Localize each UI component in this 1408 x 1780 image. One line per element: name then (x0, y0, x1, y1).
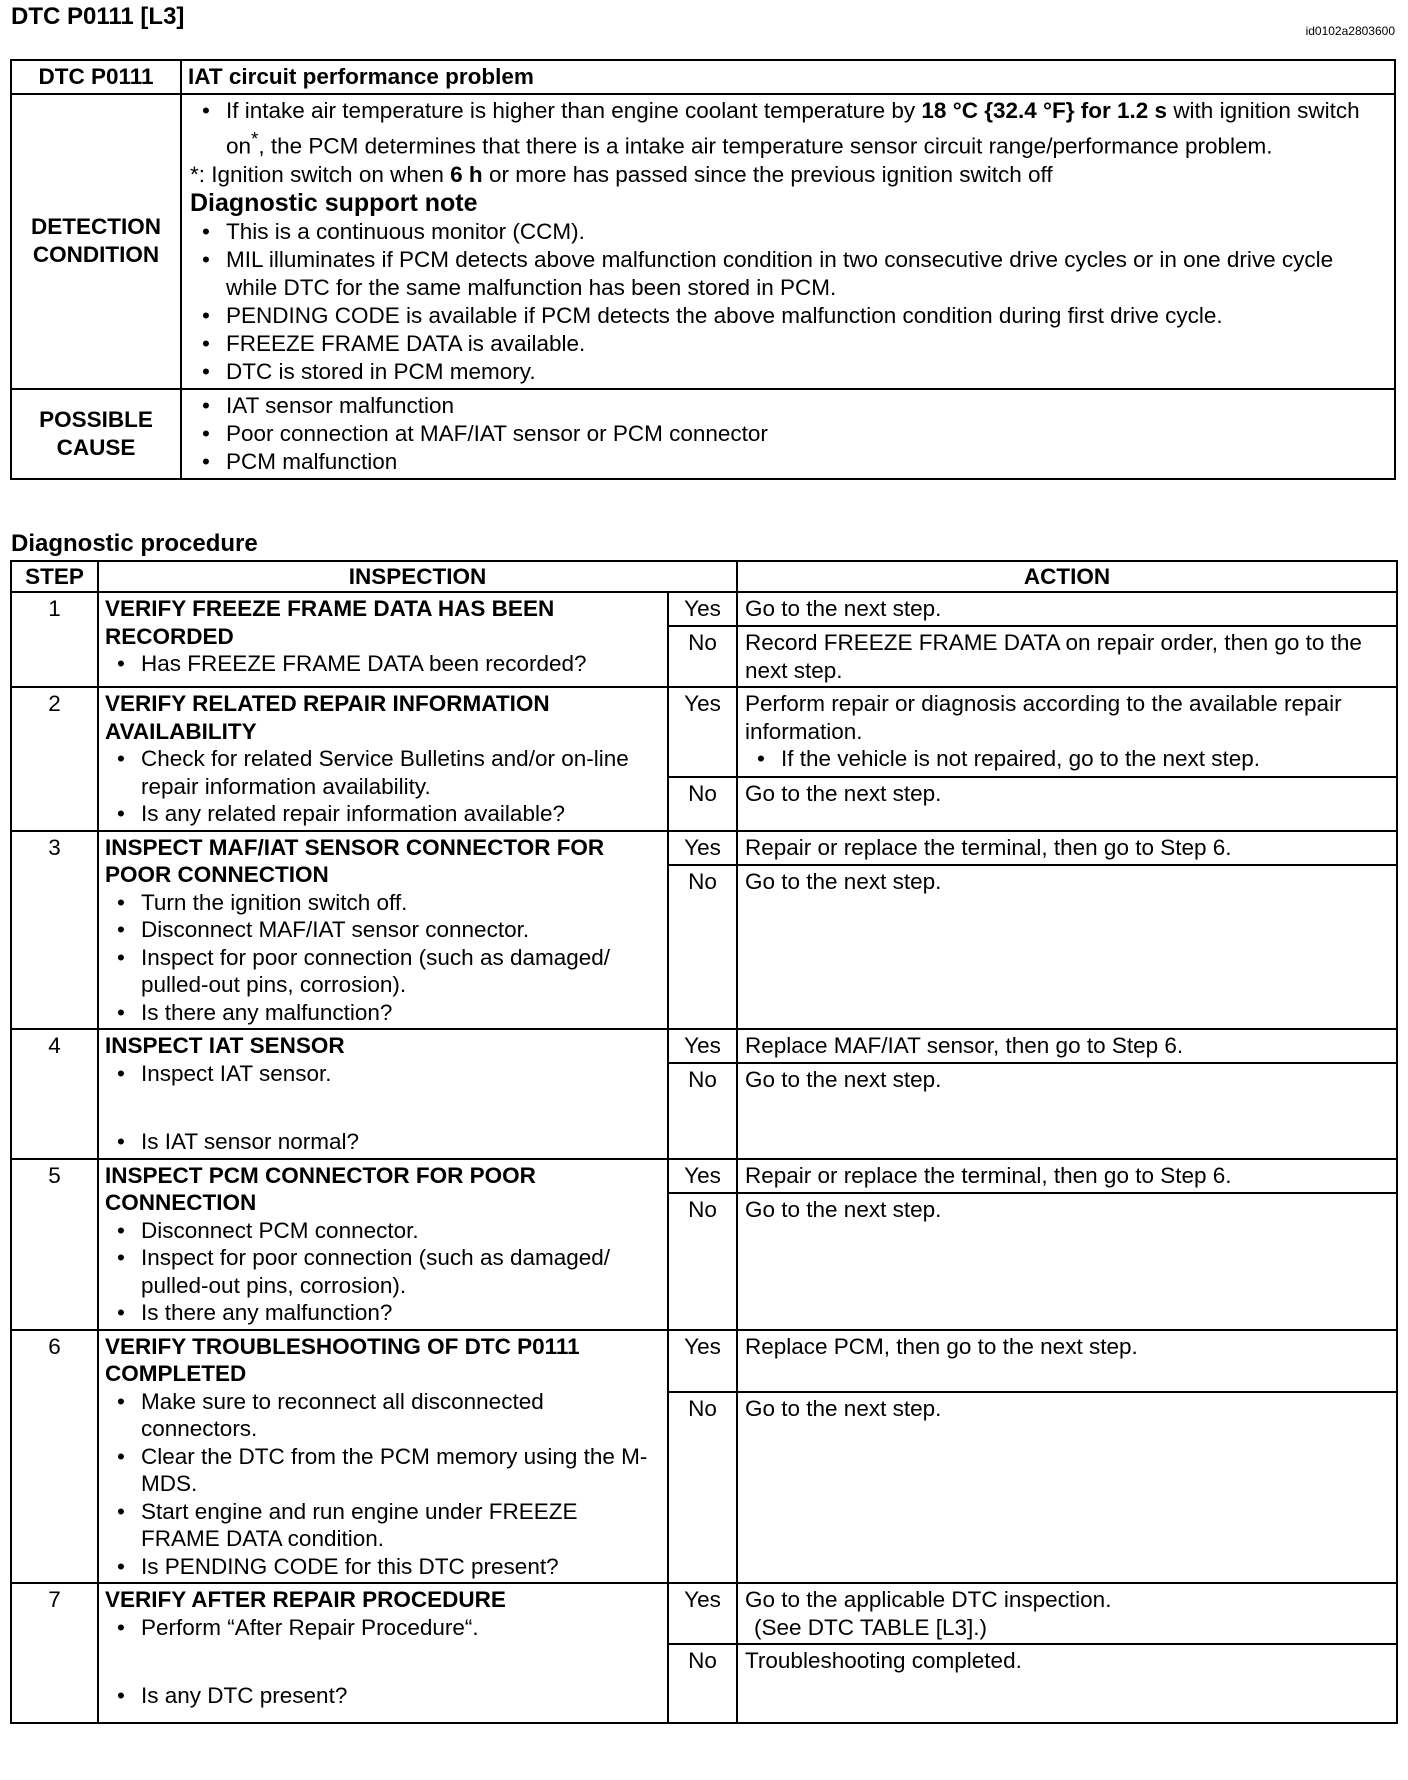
step-item: • Start engine and run engine under FREEZE FRAME DATA condition. (105, 1498, 661, 1553)
yes-action-subitems (745, 745, 1389, 773)
step-number: 6 (11, 1330, 98, 1584)
step-inspection (98, 1159, 668, 1330)
step-title: VERIFY AFTER REPAIR PROCEDURE (105, 1587, 506, 1612)
support-note-item: • PENDING CODE is available if PCM detects the above malfunction condition during first drive cycle. (190, 302, 1386, 330)
no-action: Go to the next step. (737, 865, 1397, 1030)
step-item: • Turn the ignition switch off. (105, 889, 661, 917)
step-item: • Inspect for poor connection (such as damaged/ pulled-out pins, corrosion). (105, 944, 661, 999)
detection-text-c: , the PCM determines that there is a intake air temperature sensor circuit range/performance problem. (258, 133, 1273, 159)
step-items (105, 1128, 661, 1156)
detection-text-bold: 18 °C {32.4 °F} for 1.2 s (921, 98, 1168, 123)
possible-cause-content (181, 389, 1395, 479)
footnote-text-a: *: Ignition switch on when (190, 161, 444, 187)
yes-action: Replace PCM, then go to the next step. (737, 1330, 1397, 1392)
step-item: • Inspect IAT sensor. (105, 1060, 661, 1088)
step-item: • Has FREEZE FRAME DATA been recorded? (105, 650, 661, 678)
detection-condition-label (11, 94, 181, 389)
footnote-bold: 6 h (450, 161, 483, 187)
no-label: No (668, 1193, 737, 1330)
detection-condition-content (181, 94, 1395, 389)
step-number: 5 (11, 1159, 98, 1330)
no-label: No (668, 777, 737, 831)
step-items (105, 1682, 661, 1710)
support-note-heading: Diagnostic support note (190, 188, 478, 217)
step-row (11, 1583, 1397, 1644)
yes-label: Yes (668, 1159, 737, 1193)
col-step-header: STEP (11, 561, 98, 592)
footnote (190, 161, 1386, 189)
detection-label-line2: CONDITION (32, 242, 160, 268)
step-item: • Disconnect PCM connector. (105, 1217, 661, 1245)
yes-action (737, 687, 1397, 777)
yes-action: Repair or replace the terminal, then go to Step 6. (737, 1159, 1397, 1193)
detection-label-line1: DETECTION (30, 214, 161, 240)
step-item: • Is any DTC present? (105, 1682, 661, 1710)
step-inspection (98, 831, 668, 1030)
step-item: • Is PENDING CODE for this DTC present? (105, 1553, 661, 1581)
yes-label: Yes (668, 1330, 737, 1392)
detection-condition-item (190, 97, 1386, 161)
step-inspection (98, 1583, 668, 1723)
step-item: • Is any related repair information available? (105, 800, 661, 828)
step-row (11, 687, 1397, 777)
no-action: Go to the next step. (737, 1392, 1397, 1584)
step-item: • Make sure to reconnect all disconnected connectors. (105, 1388, 661, 1443)
step-title: INSPECT IAT SENSOR (105, 1033, 345, 1058)
spacer (105, 1087, 661, 1128)
support-note-item: • FREEZE FRAME DATA is available. (190, 330, 1386, 358)
step-items (105, 650, 661, 678)
possible-cause-label (11, 389, 181, 479)
procedure-table (10, 560, 1398, 1724)
yes-action: Repair or replace the terminal, then go to Step 6. (737, 831, 1397, 865)
step-inspection (98, 1029, 668, 1159)
step-item: • Is there any malfunction? (105, 1299, 661, 1327)
yes-action (737, 1583, 1397, 1644)
step-items (105, 1060, 661, 1088)
footnote-marker: * (251, 128, 259, 149)
step-row (11, 1029, 1397, 1063)
support-note-item: • MIL illuminates if PCM detects above malfunction condition in two consecutive drive cycles or in one drive cycle while DTC for the same malfunction has been stored in PCM. (190, 246, 1386, 302)
step-title: VERIFY TROUBLESHOOTING OF DTC P0111 COMPLETED (105, 1333, 580, 1386)
support-notes-list (190, 218, 1386, 386)
step-item: • Inspect for poor connection (such as damaged/ pulled-out pins, corrosion). (105, 1244, 661, 1299)
step-item: • Disconnect MAF/IAT sensor connector. (105, 916, 661, 944)
step-items (105, 1388, 661, 1581)
step-items (105, 889, 661, 1027)
cause-label-line1: POSSIBLE (39, 406, 153, 432)
yes-label: Yes (668, 1583, 737, 1644)
dtc-description-cell: IAT circuit performance problem (181, 60, 1395, 94)
step-inspection (98, 1330, 668, 1584)
step-title: INSPECT MAF/IAT SENSOR CONNECTOR FOR POOR CONNECTION (105, 834, 605, 887)
step-row (11, 592, 1397, 626)
detection-condition-row (11, 94, 1395, 389)
dtc-header-row (11, 60, 1395, 94)
step-inspection (98, 592, 668, 687)
cause-label-line2: CAUSE (56, 434, 136, 460)
step-items (105, 1614, 661, 1642)
procedure-header-row (11, 561, 1397, 592)
step-inspection (98, 687, 668, 831)
yes-label: Yes (668, 831, 737, 865)
no-label: No (668, 1063, 737, 1159)
step-number: 1 (11, 592, 98, 687)
no-label: No (668, 626, 737, 687)
cause-item: • IAT sensor malfunction (190, 392, 1386, 420)
yes-action: Replace MAF/IAT sensor, then go to Step 6. (737, 1029, 1397, 1063)
procedure-heading: Diagnostic procedure (11, 530, 258, 557)
step-title: VERIFY FREEZE FRAME DATA HAS BEEN RECORDED (105, 596, 555, 649)
step-item: • Check for related Service Bulletins and/or on-line repair information availability. (105, 745, 661, 800)
no-action: Go to the next step. (737, 1063, 1397, 1159)
step-item: • Is IAT sensor normal? (105, 1128, 661, 1156)
no-label: No (668, 1644, 737, 1723)
yes-action-subitem: • If the vehicle is not repaired, go to the next step. (745, 745, 1389, 773)
step-row (11, 831, 1397, 865)
cause-item: • Poor connection at MAF/IAT sensor or PCM connector (190, 420, 1386, 448)
step-row (11, 1159, 1397, 1193)
footnote-text-b: or more has passed since the previous ignition switch off (488, 161, 1053, 187)
yes-label: Yes (668, 1029, 737, 1063)
col-inspection-header: INSPECTION (98, 561, 737, 592)
yes-label: Yes (668, 592, 737, 626)
no-action: Go to the next step. (737, 777, 1397, 831)
yes-label: Yes (668, 687, 737, 777)
detection-list (190, 97, 1386, 161)
no-label: No (668, 1392, 737, 1584)
step-number: 2 (11, 687, 98, 831)
no-action: Troubleshooting completed. (737, 1644, 1397, 1723)
yes-action-text: Perform repair or diagnosis according to the available repair information. (745, 691, 1342, 744)
no-action: Record FREEZE FRAME DATA on repair order, then go to the next step. (737, 626, 1397, 687)
no-action: Go to the next step. (737, 1193, 1397, 1330)
step-item: • Is there any malfunction? (105, 999, 661, 1027)
support-note-item: • This is a continuous monitor (CCM). (190, 218, 1386, 246)
spacer (105, 1641, 661, 1682)
col-action-header: ACTION (737, 561, 1397, 592)
support-note-item: • DTC is stored in PCM memory. (190, 358, 1386, 386)
yes-action-reference: (See DTC TABLE [L3].) (754, 1614, 987, 1640)
yes-action-text: Go to the applicable DTC inspection. (745, 1587, 1112, 1612)
page-title: DTC P0111 [L3] (11, 3, 185, 30)
step-title: VERIFY RELATED REPAIR INFORMATION AVAILABILITY (105, 691, 550, 744)
yes-action: Go to the next step. (737, 592, 1397, 626)
step-row (11, 1330, 1397, 1392)
step-items (105, 1217, 661, 1327)
cause-list (190, 392, 1386, 476)
dtc-code-cell: DTC P0111 (11, 60, 181, 94)
detection-text-b: with ignition switch on (226, 98, 1360, 159)
step-number: 3 (11, 831, 98, 1030)
dtc-info-table (10, 59, 1396, 480)
possible-cause-row (11, 389, 1395, 479)
document-id: id0102a2803600 (1305, 24, 1395, 38)
step-title: INSPECT PCM CONNECTOR FOR POOR CONNECTION (105, 1162, 536, 1215)
step-item: • Clear the DTC from the PCM memory using the M-MDS. (105, 1443, 661, 1498)
no-label: No (668, 865, 737, 1030)
step-items (105, 745, 661, 828)
step-number: 7 (11, 1583, 98, 1723)
cause-item: • PCM malfunction (190, 448, 1386, 476)
step-item: • Perform “After Repair Procedure“. (105, 1614, 661, 1642)
step-number: 4 (11, 1029, 98, 1159)
detection-text-a: If intake air temperature is higher than engine coolant temperature by (226, 98, 916, 123)
